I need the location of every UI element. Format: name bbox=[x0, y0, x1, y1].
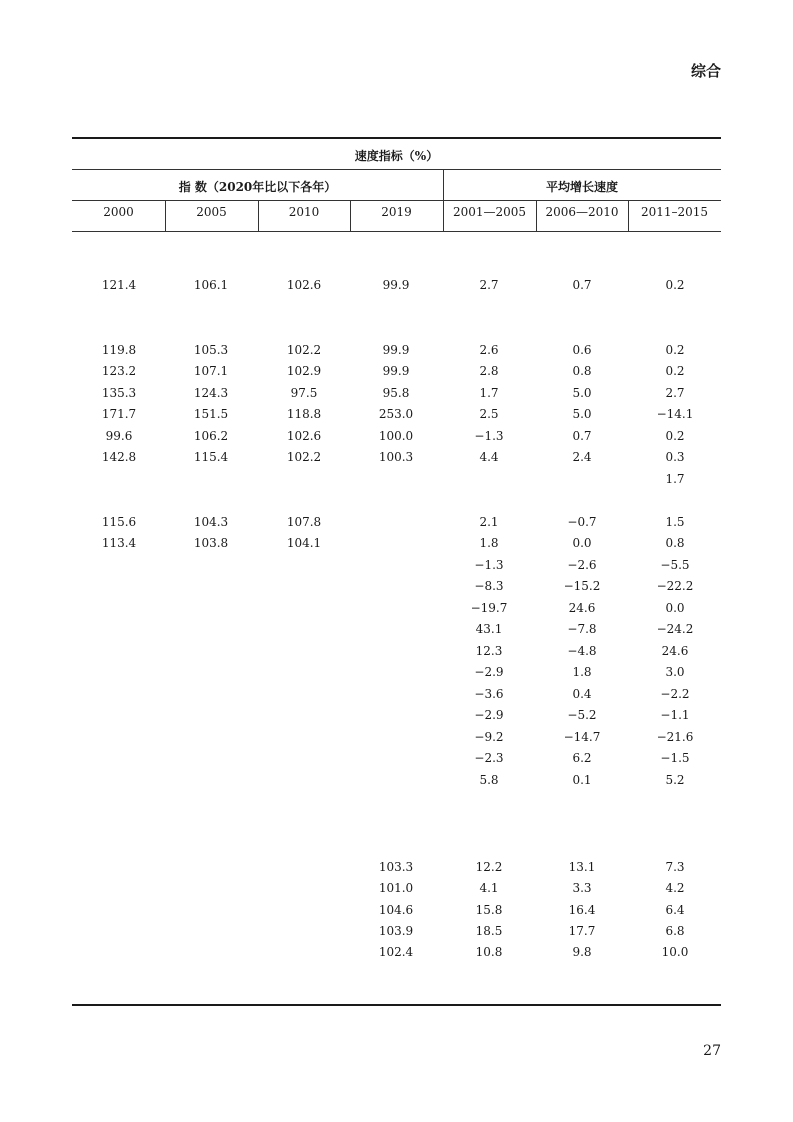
cell-r25-2019: 102.4 bbox=[378, 945, 414, 959]
cell-r6-2019: 100.3 bbox=[378, 450, 414, 464]
cell-r17-2006-2010: −5.2 bbox=[567, 708, 597, 722]
col-header-2019: 2019 bbox=[381, 205, 412, 219]
cell-r13-2001-2005: 43.1 bbox=[475, 622, 503, 636]
cell-r4-2001-2005: 2.5 bbox=[479, 407, 499, 421]
cell-r2-2011-2015: 0.2 bbox=[665, 364, 685, 378]
cell-r23-2006-2010: 16.4 bbox=[568, 903, 596, 917]
cell-r8-2000: 115.6 bbox=[101, 515, 137, 529]
cell-r18-2006-2010: −14.7 bbox=[563, 730, 601, 744]
cell-r14-2001-2005: 12.3 bbox=[475, 644, 503, 658]
cell-r1-2006-2010: 0.6 bbox=[572, 343, 592, 357]
cell-r21-2006-2010: 13.1 bbox=[568, 860, 596, 874]
cell-r9-2010: 104.1 bbox=[286, 536, 322, 550]
cell-r6-2001-2005: 4.4 bbox=[479, 450, 499, 464]
cell-r5-2001-2005: −1.3 bbox=[474, 429, 504, 443]
cell-r0-2010: 102.6 bbox=[286, 278, 322, 292]
cell-r10-2001-2005: −1.3 bbox=[474, 558, 504, 572]
cell-r8-2006-2010: −0.7 bbox=[567, 515, 597, 529]
header-vline-3 bbox=[350, 200, 351, 231]
col-header-2001-2005: 2001—2005 bbox=[452, 205, 527, 219]
cell-r1-2001-2005: 2.6 bbox=[479, 343, 499, 357]
cell-r16-2001-2005: −3.6 bbox=[474, 687, 504, 701]
cell-r21-2001-2005: 12.2 bbox=[475, 860, 503, 874]
cell-r15-2011-2015: 3.0 bbox=[665, 665, 685, 679]
cell-r0-2006-2010: 0.7 bbox=[572, 278, 592, 292]
cell-r5-2010: 102.6 bbox=[286, 429, 322, 443]
cell-r2-2000: 123.2 bbox=[101, 364, 137, 378]
cell-r19-2006-2010: 6.2 bbox=[572, 751, 592, 765]
cell-r9-2005: 103.8 bbox=[193, 536, 229, 550]
cell-r6-2000: 142.8 bbox=[101, 450, 137, 464]
cell-r22-2006-2010: 3.3 bbox=[572, 881, 592, 895]
cell-r20-2006-2010: 0.1 bbox=[572, 773, 592, 787]
cell-r18-2011-2015: −21.6 bbox=[656, 730, 694, 744]
col-header-2005: 2005 bbox=[196, 205, 227, 219]
cell-r4-2006-2010: 5.0 bbox=[572, 407, 592, 421]
cell-r6-2005: 115.4 bbox=[193, 450, 229, 464]
cell-r5-2000: 99.6 bbox=[105, 429, 133, 443]
cell-r6-2011-2015: 0.3 bbox=[665, 450, 685, 464]
cell-r10-2006-2010: −2.6 bbox=[567, 558, 597, 572]
cell-r3-2000: 135.3 bbox=[101, 386, 137, 400]
cell-r2-2010: 102.9 bbox=[286, 364, 322, 378]
cell-r20-2001-2005: 5.8 bbox=[479, 773, 499, 787]
cell-r16-2006-2010: 0.4 bbox=[572, 687, 592, 701]
cell-r4-2000: 171.7 bbox=[101, 407, 137, 421]
cell-r23-2019: 104.6 bbox=[378, 903, 414, 917]
header-vline-6 bbox=[628, 200, 629, 231]
cell-r1-2010: 102.2 bbox=[286, 343, 322, 357]
cell-r17-2011-2015: −1.1 bbox=[660, 708, 690, 722]
cell-r15-2006-2010: 1.8 bbox=[572, 665, 592, 679]
col-header-2000: 2000 bbox=[103, 205, 134, 219]
cell-r16-2011-2015: −2.2 bbox=[660, 687, 690, 701]
cell-r13-2006-2010: −7.8 bbox=[567, 622, 597, 636]
cell-r25-2006-2010: 9.8 bbox=[572, 945, 592, 959]
cell-r22-2001-2005: 4.1 bbox=[479, 881, 499, 895]
cell-r11-2011-2015: −22.2 bbox=[656, 579, 694, 593]
cell-r22-2011-2015: 4.2 bbox=[665, 881, 685, 895]
bottom-rule bbox=[72, 1004, 721, 1006]
cell-r10-2011-2015: −5.5 bbox=[660, 558, 690, 572]
cell-r3-2010: 97.5 bbox=[290, 386, 318, 400]
header-divider-3 bbox=[72, 231, 721, 232]
cell-r8-2010: 107.8 bbox=[286, 515, 322, 529]
cell-r17-2001-2005: −2.9 bbox=[474, 708, 504, 722]
cell-r9-2011-2015: 0.8 bbox=[665, 536, 685, 550]
cell-r8-2011-2015: 1.5 bbox=[665, 515, 685, 529]
cell-r14-2011-2015: 24.6 bbox=[661, 644, 689, 658]
cell-r20-2011-2015: 5.2 bbox=[665, 773, 685, 787]
cell-r8-2001-2005: 2.1 bbox=[479, 515, 499, 529]
cell-r12-2006-2010: 24.6 bbox=[568, 601, 596, 615]
cell-r24-2011-2015: 6.8 bbox=[665, 924, 685, 938]
cell-r24-2001-2005: 18.5 bbox=[475, 924, 503, 938]
top-rule bbox=[72, 137, 721, 139]
cell-r25-2001-2005: 10.8 bbox=[475, 945, 503, 959]
cell-r3-2006-2010: 5.0 bbox=[572, 386, 592, 400]
cell-r4-2010: 118.8 bbox=[286, 407, 322, 421]
cell-r8-2005: 104.3 bbox=[193, 515, 229, 529]
cell-r0-2011-2015: 0.2 bbox=[665, 278, 685, 292]
cell-r19-2011-2015: −1.5 bbox=[660, 751, 690, 765]
cell-r15-2001-2005: −2.9 bbox=[474, 665, 504, 679]
cell-r18-2001-2005: −9.2 bbox=[474, 730, 504, 744]
cell-r0-2001-2005: 2.7 bbox=[479, 278, 499, 292]
cell-r6-2006-2010: 2.4 bbox=[572, 450, 592, 464]
cell-r9-2000: 113.4 bbox=[101, 536, 137, 550]
cell-r5-2006-2010: 0.7 bbox=[572, 429, 592, 443]
cell-r11-2006-2010: −15.2 bbox=[563, 579, 601, 593]
header-vline-group bbox=[443, 169, 444, 231]
cell-r0-2005: 106.1 bbox=[193, 278, 229, 292]
cell-r21-2011-2015: 7.3 bbox=[665, 860, 685, 874]
cell-r24-2006-2010: 17.7 bbox=[568, 924, 596, 938]
cell-r0-2000: 121.4 bbox=[101, 278, 137, 292]
cell-r2-2005: 107.1 bbox=[193, 364, 229, 378]
cell-r5-2011-2015: 0.2 bbox=[665, 429, 685, 443]
cell-r3-2011-2015: 2.7 bbox=[665, 386, 685, 400]
header-vline-2 bbox=[258, 200, 259, 231]
cell-r24-2019: 103.9 bbox=[378, 924, 414, 938]
cell-r11-2001-2005: −8.3 bbox=[474, 579, 504, 593]
cell-r3-2005: 124.3 bbox=[193, 386, 229, 400]
cell-r1-2000: 119.8 bbox=[101, 343, 137, 357]
cell-r1-2005: 105.3 bbox=[193, 343, 229, 357]
cell-r25-2011-2015: 10.0 bbox=[661, 945, 689, 959]
cell-r2-2006-2010: 0.8 bbox=[572, 364, 592, 378]
cell-r6-2010: 102.2 bbox=[286, 450, 322, 464]
cell-r1-2019: 99.9 bbox=[382, 343, 410, 357]
header-divider-2 bbox=[72, 200, 721, 201]
col-header-2011-2015: 2011–2015 bbox=[640, 205, 709, 219]
group-avg-header: 平均增长速度 bbox=[545, 180, 618, 194]
header-vline-1 bbox=[165, 200, 166, 231]
cell-r7-2011-2015: 1.7 bbox=[665, 472, 685, 486]
cell-r0-2019: 99.9 bbox=[382, 278, 410, 292]
col-header-2010: 2010 bbox=[288, 205, 320, 219]
cell-r4-2005: 151.5 bbox=[193, 407, 229, 421]
header-divider-1 bbox=[72, 169, 721, 170]
cell-r9-2006-2010: 0.0 bbox=[572, 536, 592, 550]
cell-r12-2011-2015: 0.0 bbox=[665, 601, 685, 615]
section-label: 综合 bbox=[690, 62, 721, 80]
cell-r4-2011-2015: −14.1 bbox=[656, 407, 694, 421]
cell-r4-2019: 253.0 bbox=[378, 407, 414, 421]
cell-r9-2001-2005: 1.8 bbox=[479, 536, 499, 550]
cell-r23-2011-2015: 6.4 bbox=[665, 903, 685, 917]
col-header-2006-2010: 2006—2010 bbox=[545, 205, 619, 219]
table-title: 速度指标（%） bbox=[354, 149, 439, 163]
cell-r3-2019: 95.8 bbox=[382, 386, 410, 400]
cell-r13-2011-2015: −24.2 bbox=[656, 622, 694, 636]
cell-r22-2019: 101.0 bbox=[378, 881, 414, 895]
cell-r12-2001-2005: −19.7 bbox=[470, 601, 508, 615]
cell-r3-2001-2005: 1.7 bbox=[479, 386, 499, 400]
group-index-header: 指 数（2020年比以下各年） bbox=[178, 180, 337, 194]
cell-r21-2019: 103.3 bbox=[378, 860, 414, 874]
page-number: 27 bbox=[703, 1043, 721, 1059]
cell-r23-2001-2005: 15.8 bbox=[475, 903, 503, 917]
cell-r2-2001-2005: 2.8 bbox=[479, 364, 499, 378]
cell-r19-2001-2005: −2.3 bbox=[474, 751, 504, 765]
cell-r14-2006-2010: −4.8 bbox=[567, 644, 597, 658]
cell-r1-2011-2015: 0.2 bbox=[665, 343, 685, 357]
cell-r5-2019: 100.0 bbox=[378, 429, 414, 443]
header-vline-5 bbox=[536, 200, 537, 231]
cell-r2-2019: 99.9 bbox=[382, 364, 410, 378]
cell-r5-2005: 106.2 bbox=[193, 429, 229, 443]
